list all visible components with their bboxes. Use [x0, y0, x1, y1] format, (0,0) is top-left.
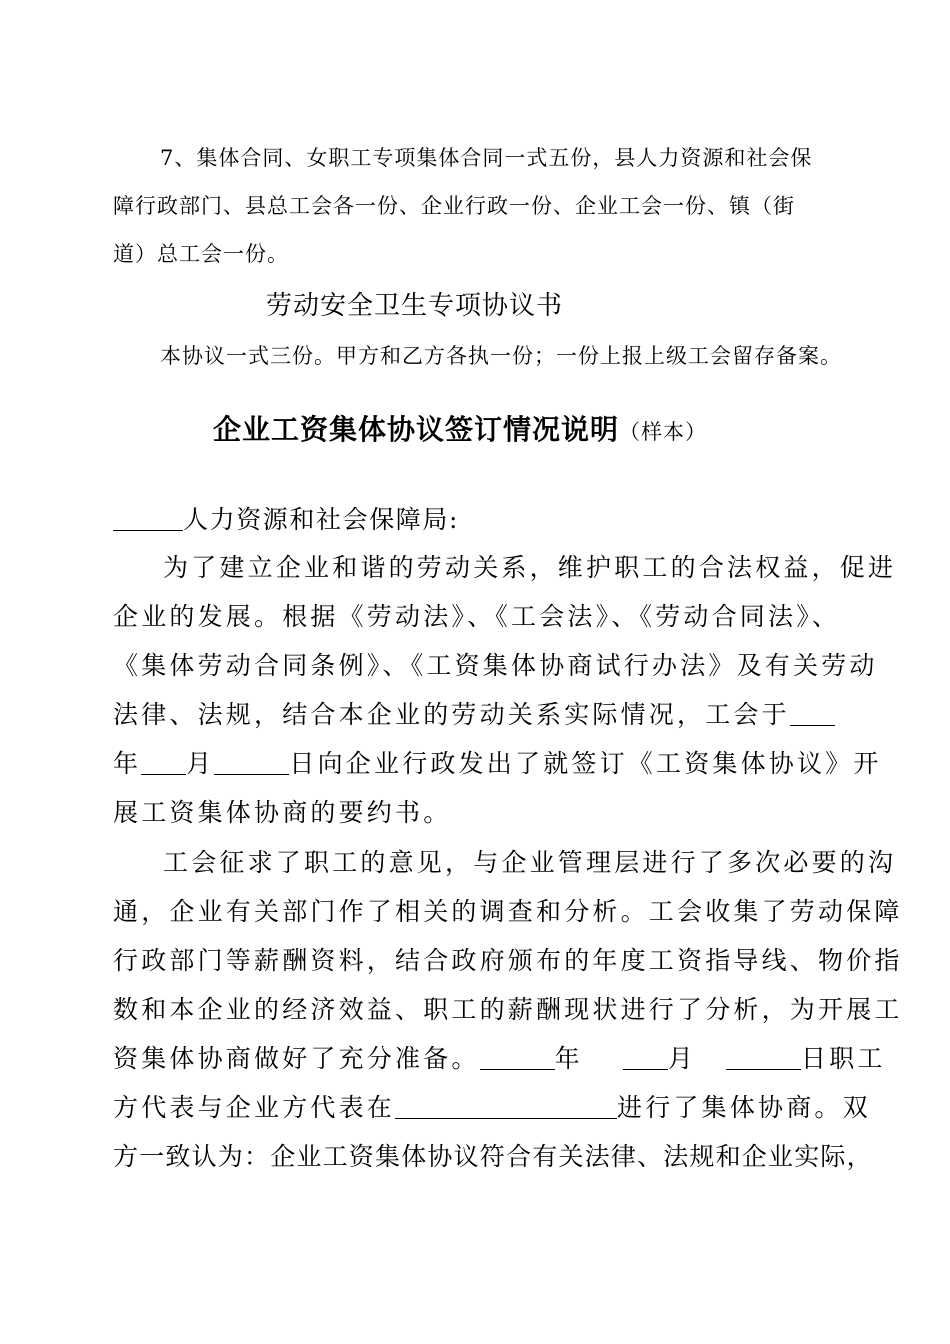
month-blank-2 — [623, 1044, 668, 1070]
salutation — [113, 500, 459, 536]
p1-line5-rest: 日向企业行政发出了就签订《工资集体协议》开 — [289, 749, 882, 778]
p1-line5 — [113, 744, 882, 780]
clause7-line1: 7、集体合同、女职工专项集体合同一式五份，县人力资源和社会保 — [160, 146, 813, 170]
salutation-blank — [113, 505, 183, 531]
p1-line4-text: 法律、法规，结合本企业的劳动关系实际情况，工会于 — [113, 700, 790, 729]
location-blank — [395, 1093, 617, 1119]
p2-line5 — [113, 1039, 886, 1075]
safety-agreement-title: 劳动安全卫生专项协议书 — [266, 291, 564, 321]
p2-line2: 通，企业有关部门作了相关的调查和分析。工会收集了劳动保障 — [113, 897, 903, 926]
p1-line1: 为了建立企业和谐的劳动关系，维护职工的合法权益，促进 — [163, 553, 897, 582]
p2-line6-end: 进行了集体协商。双 — [617, 1093, 871, 1122]
p2-line5-start: 资集体协商做好了充分准备。 — [113, 1044, 480, 1073]
p2-line1: 工会征求了职工的意见，与企业管理层进行了多次必要的沟 — [163, 848, 897, 877]
p1-line5-month: 月 — [186, 749, 215, 778]
day-blank-2 — [726, 1044, 801, 1070]
p1-line5-year: 年 — [113, 749, 142, 778]
p1-line6: 展工资集体协商的要约书。 — [113, 798, 452, 827]
p2-line7: 方一致认为：企业工资集体协议符合有关法律、法规和企业实际， — [113, 1142, 873, 1171]
p1-line3: 《集体劳动合同条例》、《工资集体协商试行办法》及有关劳动 — [113, 651, 878, 680]
wage-explanation-title-text: 企业工资集体协议签订情况说明 — [213, 413, 620, 446]
year-blank-2 — [480, 1044, 555, 1070]
wage-explanation-title — [213, 408, 707, 448]
p2-line4: 数和本企业的经济效益、职工的薪酬现状进行了分析，为开展工 — [113, 995, 903, 1024]
clause7-line2: 障行政部门、县总工会各一份、企业行政一份、企业工会一份、镇（街 — [113, 194, 795, 218]
clause7-line3: 道）总工会一份。 — [113, 242, 289, 266]
p2-line5-month: 月 — [667, 1044, 697, 1073]
year-blank-1 — [790, 700, 835, 726]
p1-line2: 企业的发展。根据《劳动法》、《工会法》、《劳动合同法》、 — [113, 602, 841, 631]
month-blank-1 — [141, 749, 186, 775]
day-blank-1 — [214, 749, 289, 775]
p2-line5-year: 年 — [554, 1044, 583, 1073]
wage-explanation-title-note: （样本） — [619, 420, 708, 444]
p2-line5-end: 日职工 — [801, 1044, 886, 1073]
p2-line3: 行政部门等薪酬资料，结合政府颁布的年度工资指导线、物价指 — [113, 946, 903, 975]
safety-agreement-text: 本协议一式三份。甲方和乙方各执一份；一份上报上级工会留存备案。 — [160, 344, 842, 368]
p2-line6 — [113, 1088, 871, 1124]
p1-line4 — [113, 695, 835, 731]
p2-line6-start: 方代表与企业方代表在 — [113, 1093, 396, 1122]
salutation-text: 人力资源和社会保障局: — [183, 505, 460, 534]
